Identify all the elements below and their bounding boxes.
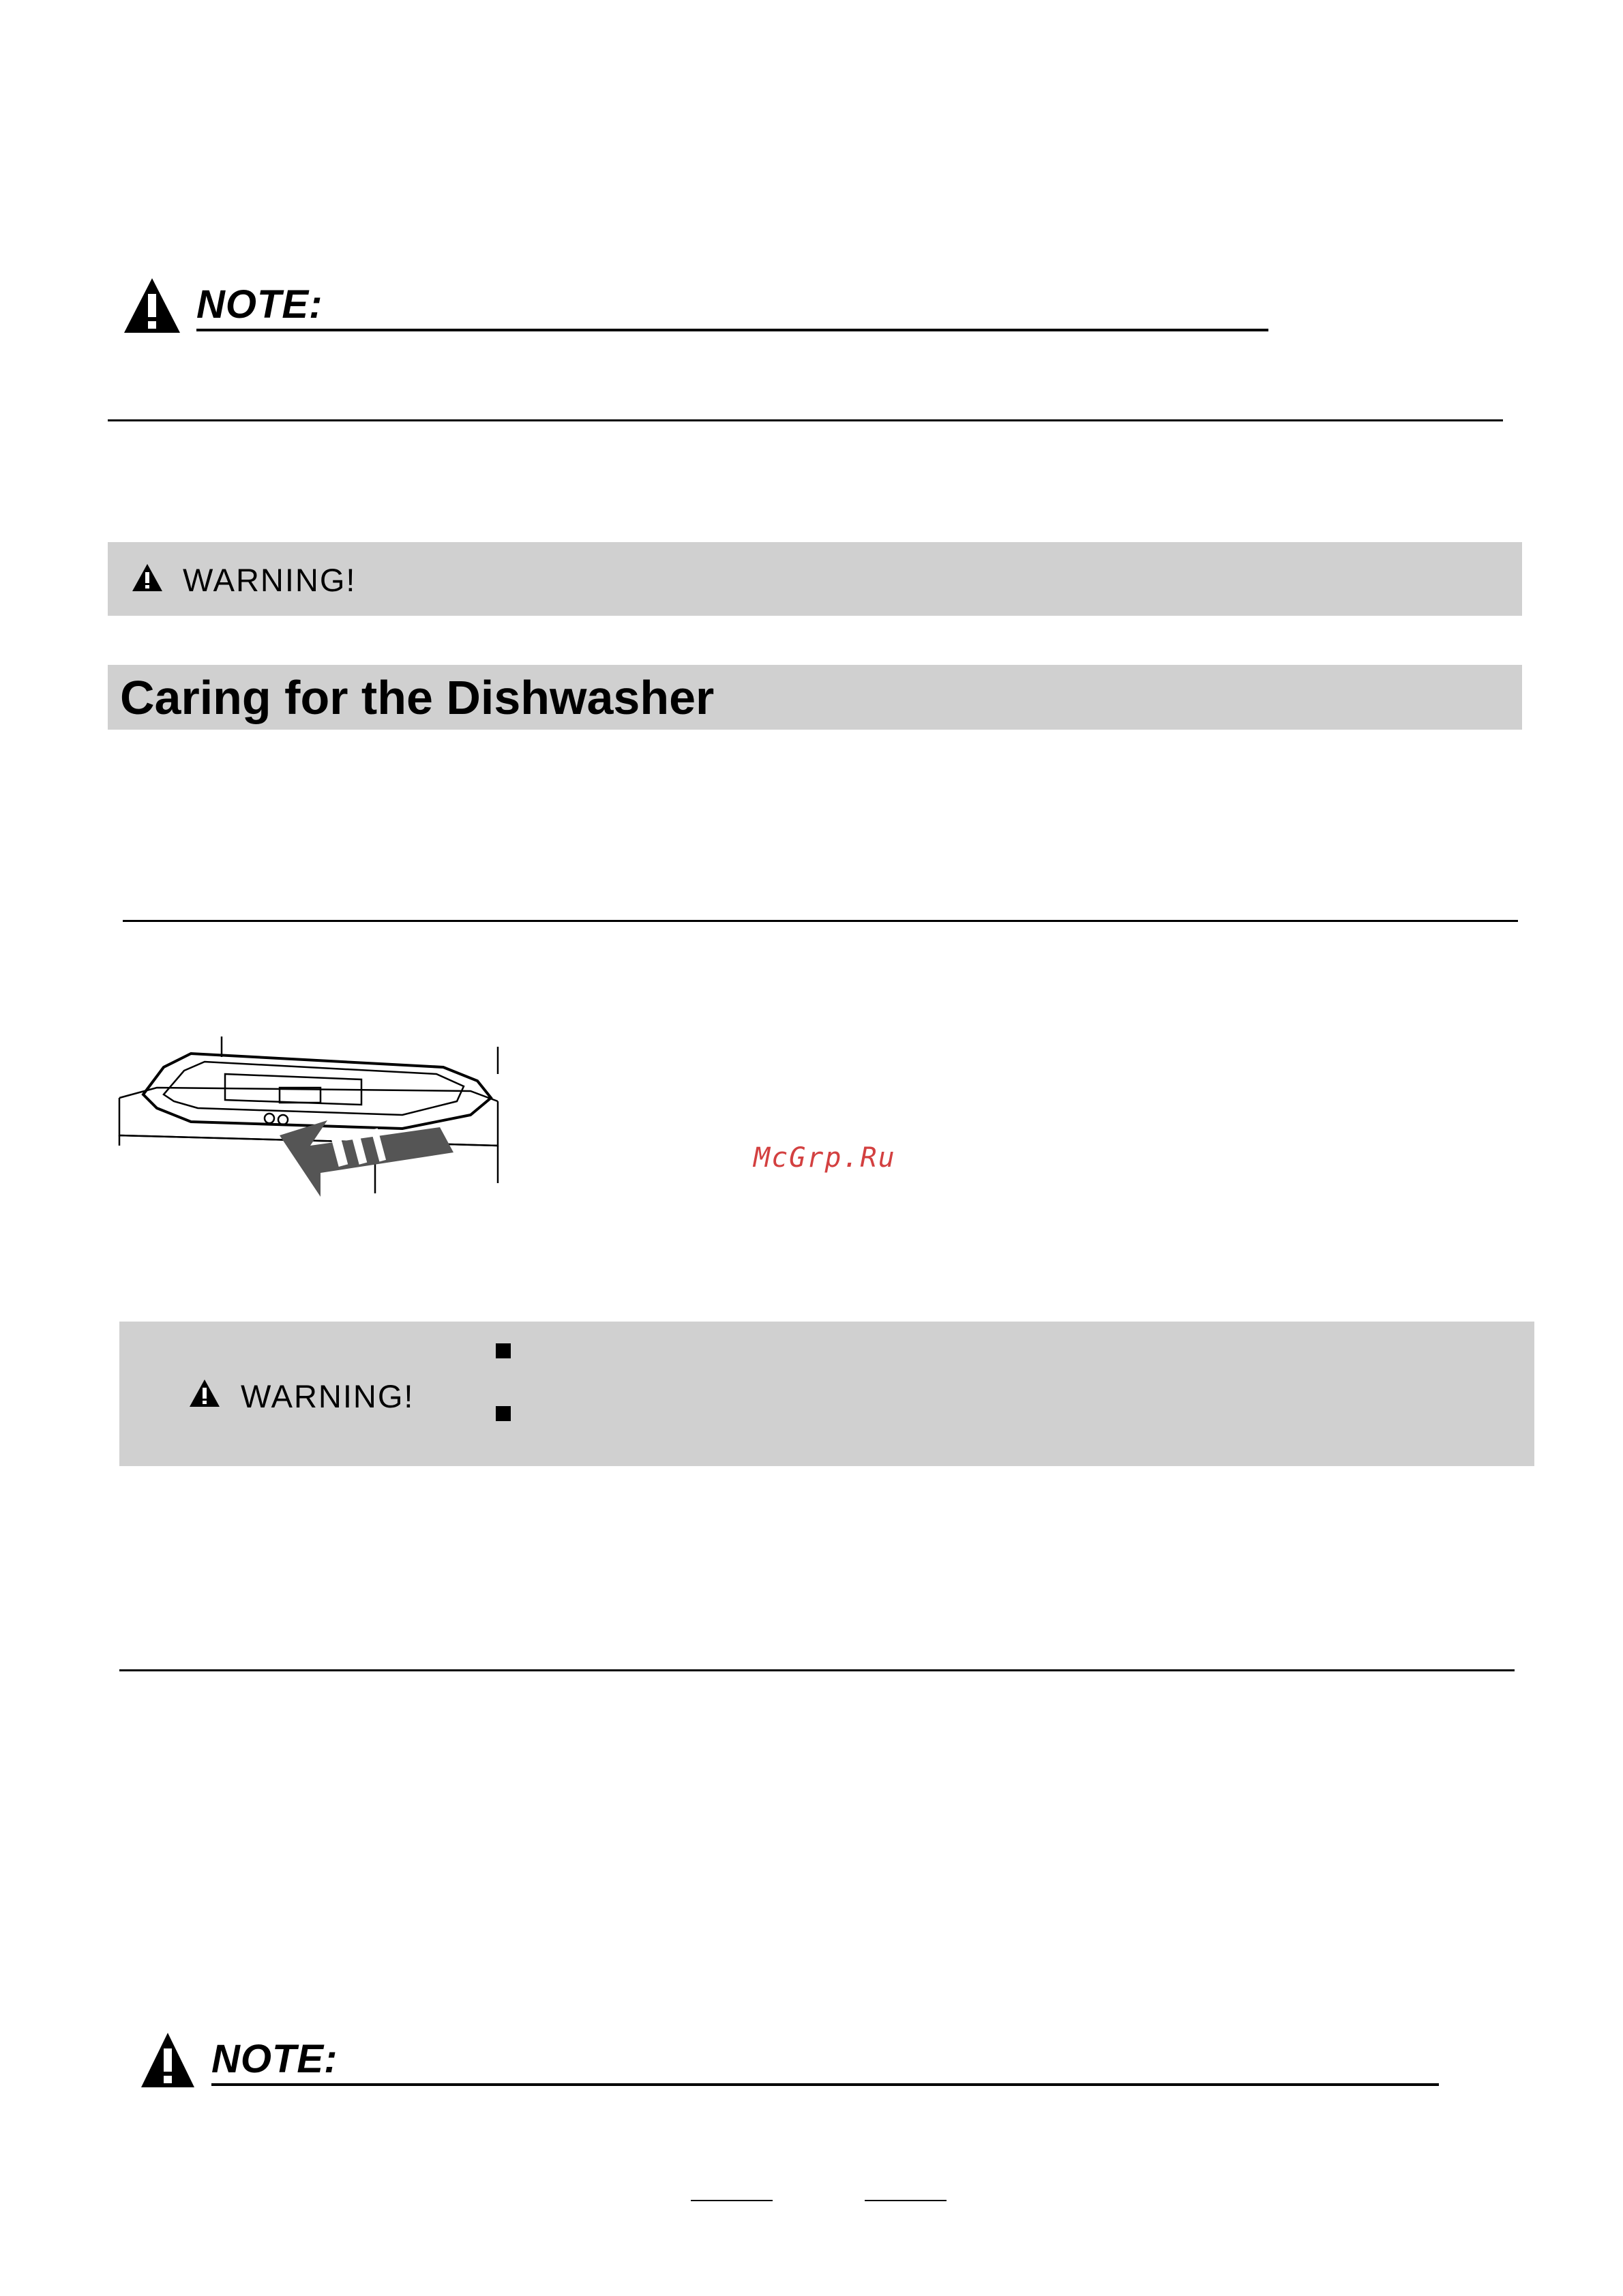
note-label: NOTE: [196, 282, 323, 327]
warning-label: WARNING! [241, 1378, 415, 1414]
footer-mark-left [691, 2200, 773, 2201]
note-header-top [123, 276, 1268, 344]
watermark-text: McGrp.Ru [754, 1142, 896, 1174]
note-underline [211, 2083, 1439, 2086]
note-header-bottom [140, 2031, 1510, 2099]
warning-label: WARNING! [183, 562, 357, 598]
bullet-marker-1 [496, 1343, 511, 1358]
divider-2 [123, 920, 1518, 922]
warning-band-1 [108, 542, 1522, 616]
divider-3 [119, 1669, 1515, 1671]
section-title: Caring for the Dishwasher [120, 671, 715, 724]
bullet-marker-2 [496, 1406, 511, 1421]
section-title-band [108, 665, 1522, 730]
filter-illustration [116, 1026, 518, 1207]
warning-triangle-icon [189, 1379, 220, 1407]
warning-triangle-icon [123, 276, 181, 335]
warning-triangle-icon [140, 2031, 196, 2089]
note-label: NOTE: [211, 2037, 338, 2081]
note-underline [196, 329, 1268, 331]
warning-triangle-icon [132, 563, 163, 592]
divider-1 [108, 419, 1503, 421]
footer-mark-right [865, 2200, 947, 2201]
warning-band-2 [119, 1322, 1534, 1466]
